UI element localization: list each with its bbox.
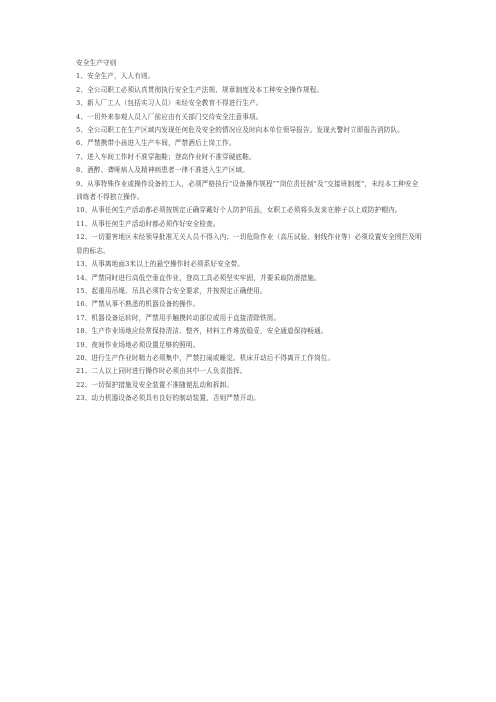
document-body [76,57,422,406]
rule-12: 12、一切要害地区未经领导批准无关人员不得入内；一切危险作业（高压试验、射线作业等）必须设置安全围拦及明显的标志。 [76,233,422,255]
rule-16: 16、严禁从事不熟悉的机器设备的操作。 [76,300,200,309]
rule-1: 1、安全生产，人人有则。 [76,72,155,81]
rule-7: 7、进入车间工作时不准穿拖鞋；登高作业时不准穿硬底鞋。 [76,152,256,161]
rule-8: 8、酒醉、聋哑病人及精神病患者一律不准进入生产区域。 [76,166,249,175]
rule-11: 11、从事任何生产活动时都必须作好安全检查。 [76,219,220,228]
rule-20: 20、进行生产作业时精力必须集中，严禁打闹或睡觉。机床开动后不得离开工作岗位。 [76,353,335,362]
rule-6: 6、严禁携带小孩进入生产车间，严禁酒后上岗工作。 [76,139,236,148]
rule-23: 23、动力机器设备必须具有良好的制动装置，否则严禁开动。 [76,394,261,403]
rule-19: 19、夜间作业场地必须设置足够的照明。 [76,340,200,349]
rule-17: 17、机器设备运转时，严禁用手触摸转动部位或用于直接清除铁屑。 [76,313,281,322]
rule-14: 14、严禁同时进行高低空垂直作业，登高工具必须坚实牢固，并要采取防滑措施。 [76,273,321,282]
rule-18: 18、生产作业场地应经常保持清洁、整齐，材料工件堆放稳妥，安全通道保持畅通。 [76,327,328,336]
rule-21: 21、二人以上同时进行操作时必须由其中一人负责指挥。 [76,367,247,376]
rule-4: 4、一切外来参观人员入厂前应由有关部门交待安全注意事项。 [76,112,263,121]
rule-13: 13、从事离地面3米以上的悬空操作时必须系好安全带。 [76,260,245,269]
rule-22: 22、一切保护措施及安全装置不准随便乱动和拆卸。 [76,380,234,389]
rule-10: 10、从事任何生产活动都必须按规定正确穿戴好个人防护用品，女职工必须将头发束在脖子以上或防护帽内。 [76,206,402,215]
document-title: 安全生产守则 [76,59,117,67]
rule-5: 5、全公司职工在生产区域内发现任何危及安全的情况应及时向本单位领导报告。发现火警时立即报告消防队。 [76,126,405,135]
rule-15: 15、起重用吊绳、吊具必须符合安全要求，并按规定正确使用。 [76,286,267,295]
rule-3: 3、新入厂工人（包括实习人员）未经安全教育不得进行生产。 [76,99,263,108]
rule-2: 2、全公司职工必须认真贯彻执行安全生产法规、规章制度及本工种安全操作规程。 [76,85,324,94]
rule-9: 9、从事特殊作业或操作设备的工人，必须严格执行“设备操作规程”“岗位责任制”及“交接班制度”，未经本工种安全训练者不得独立操作。 [76,179,419,202]
